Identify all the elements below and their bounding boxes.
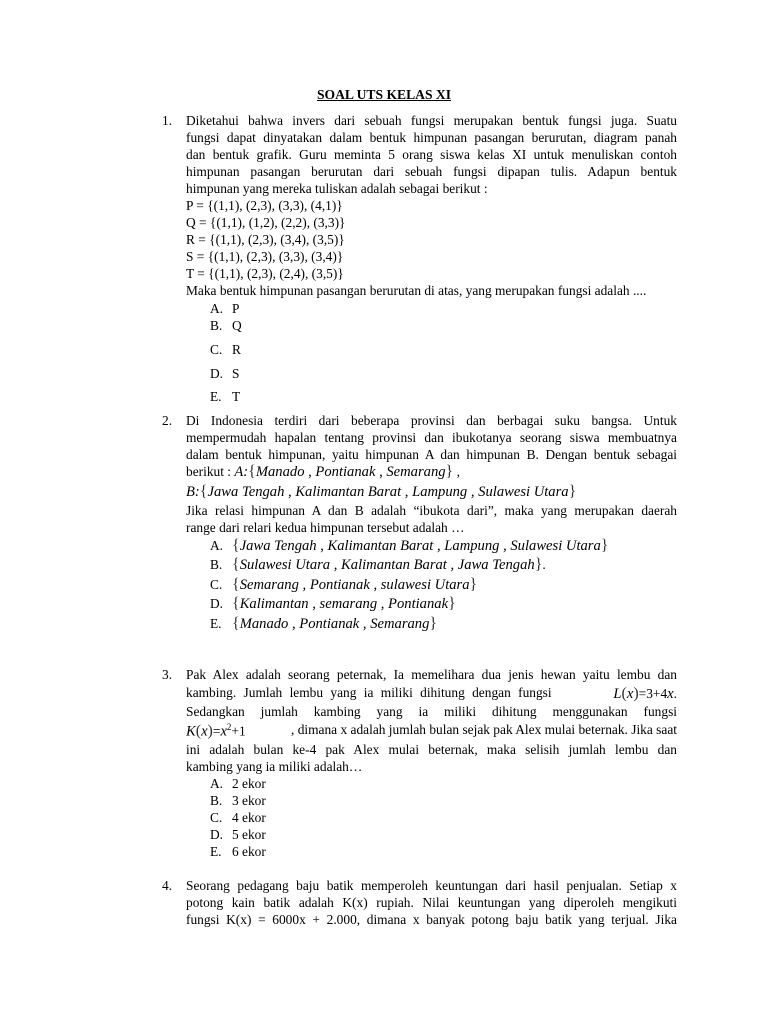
answer-option[interactable]	[210, 301, 239, 317]
question-text-line: fungsi K(x) = 6000x + 2.000, dimana x banyak potong baju batik yang terjual. Jika	[186, 912, 677, 927]
set-r: R = {(1,1), (2,3), (3,4), (3,5)}	[186, 232, 345, 247]
question-text-line: Diketahui bahwa invers dari sebuah fungsi merupakan bentuk fungsi juga. Suatu	[186, 113, 677, 128]
option-label: E.	[210, 844, 222, 859]
answer-option[interactable]: B. {Sulawesi Utara , Kalimantan Barat , Jawa Tengah}.	[210, 556, 546, 573]
question-text-line: Sedangkan jumlah kambing yang ia miliki dihitung menggunakan fungsi	[186, 704, 677, 719]
answer-option[interactable]	[210, 342, 241, 358]
set-q: Q = {(1,1), (1,2), (2,2), (3,3)}	[186, 215, 346, 230]
question-prompt: range dari relari kedua himpunan tersebut adalah …	[186, 520, 465, 535]
answer-option[interactable]	[210, 793, 266, 809]
question-text-line	[186, 722, 677, 740]
option-label: B.	[210, 557, 223, 572]
question-text-line: himpunan pasangan berurutan dari sebuah fungsi dipapan tulis. Adapun bentuk	[186, 164, 677, 179]
question-text-line: Pak Alex adalah seorang peternak, Ia memelihara dua jenis hewan yaitu lembu dan	[186, 667, 677, 682]
answer-option[interactable]	[210, 810, 266, 826]
set-a-line: berikut : A:{Manado , Pontianak , Semarang} ,	[186, 463, 460, 480]
function-k: $K(x)=x^2+1$	[186, 722, 246, 740]
option-text: 4 ekor	[232, 810, 266, 825]
question-text-line: ini adalah bulan ke-4 pak Alex mulai beternak, maka selisih jumlah lembu dan	[186, 742, 677, 757]
question-text: , dimana x adalah jumlah bulan sejak pak Alex mulai beternak. Jika saat	[291, 722, 677, 737]
option-label: D.	[210, 827, 224, 842]
option-text: 3 ekor	[232, 793, 266, 808]
brace-close: }	[445, 463, 454, 480]
answer-option[interactable]: C. {Semarang , Pontianak , sulawesi Utara}	[210, 576, 478, 593]
answer-option[interactable]	[210, 389, 240, 405]
set-a-name: A	[234, 464, 244, 480]
set-s: S = {(1,1), (2,3), (3,3), (3,4)}	[186, 249, 344, 264]
question-prompt: kambing yang ia miliki adalah…	[186, 759, 363, 774]
option-text: Kalimantan , semarang , Pontianak	[239, 596, 449, 612]
option-label: E.	[210, 389, 222, 404]
answer-option[interactable]	[210, 318, 242, 334]
answer-option[interactable]: D. {Kalimantan , semarang , Pontianak}	[210, 595, 456, 612]
answer-option[interactable]	[210, 827, 266, 843]
question-text-line	[186, 685, 677, 703]
option-text: Semarang , Pontianak , sulawesi Utara	[239, 577, 470, 593]
option-label: D.	[210, 596, 224, 611]
answer-option[interactable]	[210, 366, 239, 382]
option-label: C.	[210, 810, 223, 825]
option-text: Q	[232, 318, 242, 333]
question-text-line: himpunan yang mereka tuliskan adalah sebagai berikut :	[186, 181, 488, 196]
option-text: 5 ekor	[232, 827, 266, 842]
question-text-line: potong kain batik adalah K(x) rupiah. Nilai keuntungan yang diperoleh mengikuti	[186, 895, 677, 910]
option-text: Sulawesi Utara , Kalimantan Barat , Jawa Tengah	[239, 557, 535, 573]
question-number: 2.	[162, 413, 173, 428]
question-text-line: Seorang pedagang baju batik memperoleh keuntungan dari hasil penjualan. Setiap x	[186, 878, 677, 893]
option-label: B.	[210, 318, 223, 333]
question-text-line: dan bentuk grafik. Guru meminta 5 orang siswa kelas XI untuk menuliskan contoh	[186, 147, 677, 162]
option-text: Manado , Pontianak , Semarang	[239, 616, 430, 632]
option-label: C.	[210, 342, 223, 357]
option-label: D.	[210, 366, 224, 381]
function-l: L(x)=3+4x.	[613, 685, 677, 702]
brace-open: {	[248, 463, 256, 480]
set-b-line: B:{Jawa Tengah , Kalimantan Barat , Lampung , Sulawesi Utara}	[186, 483, 577, 500]
option-text: 2 ekor	[232, 776, 266, 791]
question-text: berikut :	[186, 464, 235, 479]
answer-option[interactable]: A. {Jawa Tengah , Kalimantan Barat , Lampung , Sulawesi Utara}	[210, 537, 609, 554]
question-number: 1.	[162, 113, 173, 128]
answer-option[interactable]	[210, 776, 266, 792]
question-number: 4.	[162, 878, 173, 893]
option-label: A.	[210, 538, 224, 553]
option-text: S	[232, 366, 240, 381]
option-label: A.	[210, 301, 224, 316]
set-t: T = {(1,1), (2,3), (2,4), (3,5)}	[186, 266, 344, 281]
question-text-line: fungsi dapat dinyatakan dalam bentuk himpunan pasangan berurutan, diagram panah	[186, 130, 677, 145]
set-p: P = {(1,1), (2,3), (3,3), (4,1)}	[186, 198, 343, 213]
option-text: R	[232, 342, 241, 357]
question-text: kambing. Jumlah lembu yang ia miliki dihitung dengan fungsi	[186, 685, 552, 700]
question-number: 3.	[162, 667, 173, 682]
brace-close: }	[568, 483, 577, 500]
answer-option[interactable]	[210, 844, 266, 860]
document-title: SOAL UTS KELAS XI	[316, 87, 452, 102]
option-text: P	[232, 301, 240, 316]
question-text-line: Di Indonesia terdiri dari beberapa provinsi dan berbagai suku bangsa. Untuk	[186, 413, 677, 428]
option-label: B.	[210, 793, 223, 808]
question-text-line: Jika relasi himpunan A dan B adalah “ibukota dari”, maka yang merupakan daerah	[186, 503, 677, 518]
option-label: A.	[210, 776, 224, 791]
set-b-members: Jawa Tengah , Kalimantan Barat , Lampung , Sulawesi Utara	[207, 484, 569, 500]
set-b-name: B	[186, 484, 195, 500]
question-text-line: mempermudah hapalan tentang provinsi dan ibukotanya seorang siswa membuatnya	[186, 430, 677, 445]
question-text-line: dalam bentuk himpunan, yaitu himpunan A dan himpunan B. Dengan bentuk sebagai	[186, 447, 677, 462]
option-label: C.	[210, 577, 223, 592]
brace-open: {	[199, 483, 208, 500]
answer-option[interactable]: E. {Manado , Pontianak , Semarang}	[210, 615, 438, 632]
set-a-members: Manado , Pontianak , Semarang	[255, 464, 446, 480]
option-text: 6 ekor	[232, 844, 266, 859]
option-text: T	[232, 389, 241, 404]
option-text: Jawa Tengah , Kalimantan Barat , Lampung , Sulawesi Utara	[239, 538, 601, 554]
option-label: E.	[210, 616, 222, 631]
question-prompt: Maka bentuk himpunan pasangan berurutan di atas, yang merupakan fungsi adalah ....	[186, 283, 647, 298]
